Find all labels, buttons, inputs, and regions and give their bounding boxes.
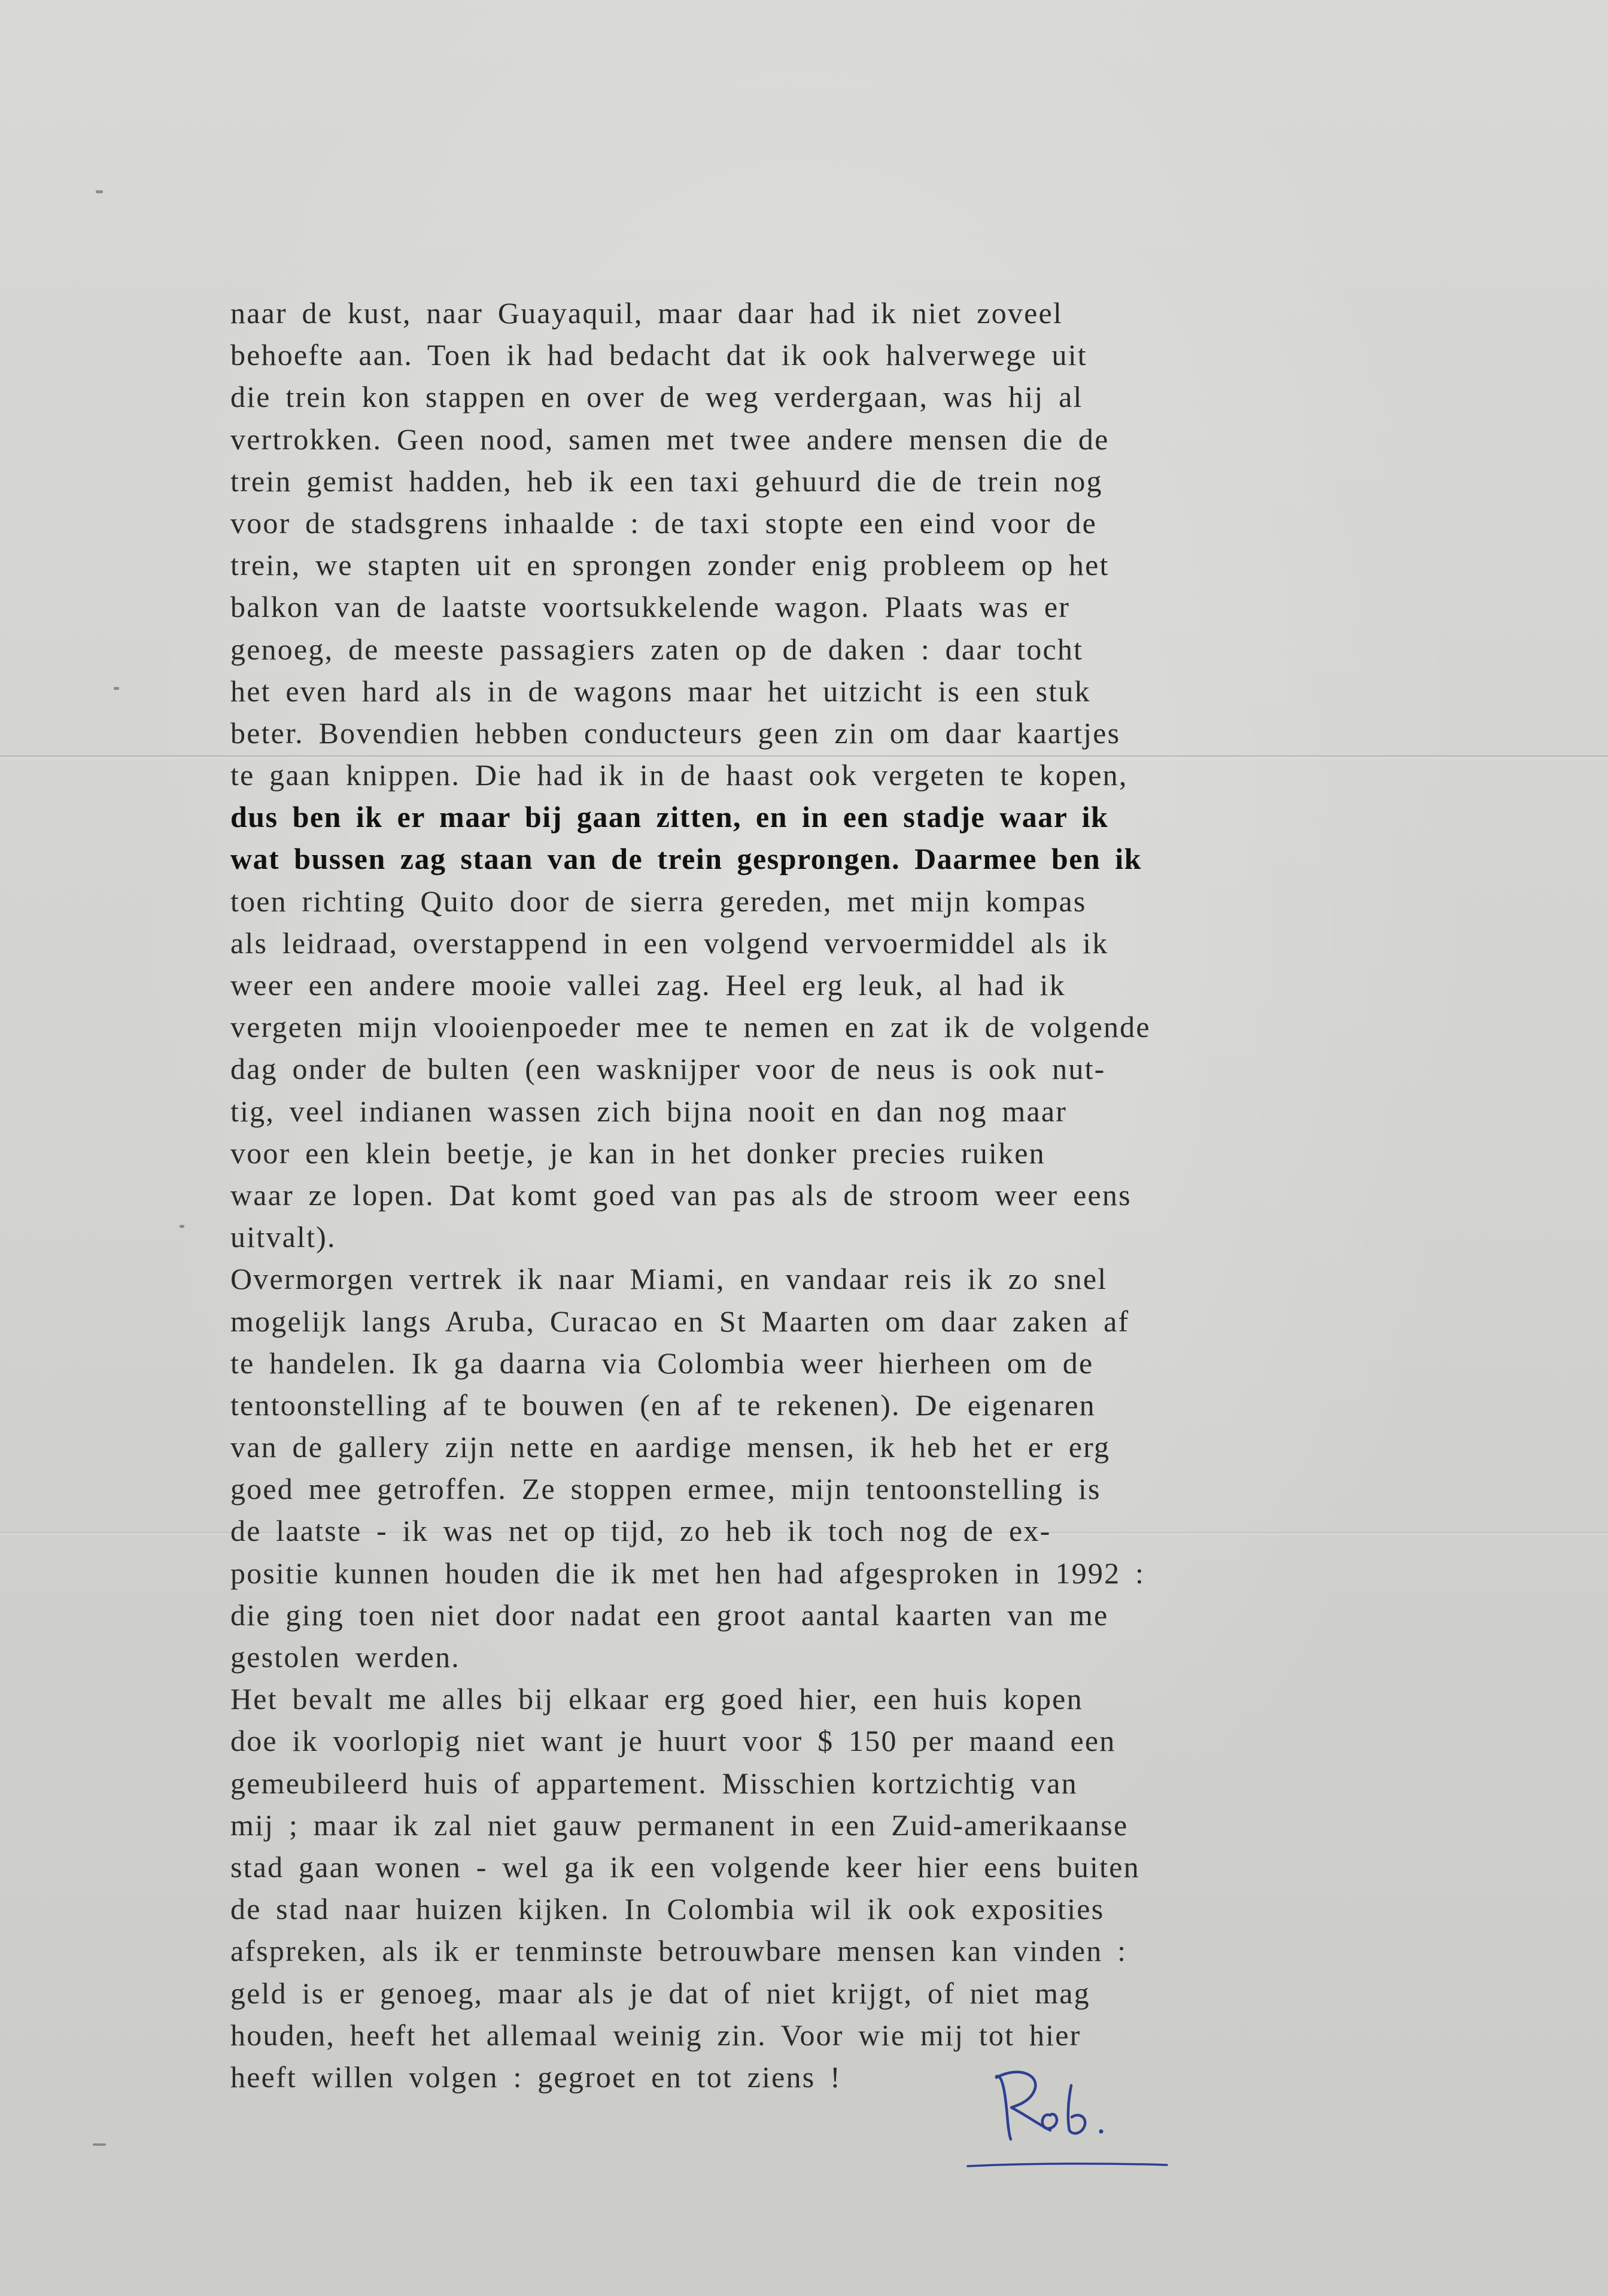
letter-line: trein, we stapten uit en sprongen zonder enig probleem op het <box>230 548 1110 582</box>
letter-line: Overmorgen vertrek ik naar Miami, en vandaar reis ik zo snel <box>230 1262 1108 1296</box>
paper-speck-mark <box>93 2143 106 2146</box>
letter-line: het even hard als in de wagons maar het uitzicht is een stuk <box>230 674 1091 708</box>
letter-line: dag onder de bulten (een wasknijper voor de neus is ook nut- <box>230 1052 1106 1086</box>
letter-line: wat bussen zag staan van de trein gesprongen. Daarmee ben ik <box>230 842 1142 876</box>
letter-line: te gaan knippen. Die had ik in de haast ook vergeten te kopen, <box>230 758 1128 792</box>
signature-underline <box>968 2164 1167 2166</box>
letter-line: waar ze lopen. Dat komt goed van pas als de stroom weer eens <box>230 1178 1132 1212</box>
letter-line: naar de kust, naar Guayaquil, maar daar had ik niet zoveel <box>230 296 1063 330</box>
letter-line: weer een andere mooie vallei zag. Heel erg leuk, al had ik <box>230 968 1066 1002</box>
paper-speck-mark <box>180 1225 184 1228</box>
letter-line: voor een klein beetje, je kan in het donker precies ruiken <box>230 1136 1045 1170</box>
letter-line: gestolen werden. <box>230 1640 460 1674</box>
letter-line: dus ben ik er maar bij gaan zitten, en in een stadje waar ik <box>230 800 1109 834</box>
letter-body <box>230 292 1427 2098</box>
signature-strokes <box>996 2072 1104 2139</box>
letter-line: trein gemist hadden, heb ik een taxi gehuurd die de trein nog <box>230 464 1103 498</box>
letter-line: vertrokken. Geen nood, samen met twee andere mensen die de <box>230 422 1110 456</box>
letter-line: toen richting Quito door de sierra gereden, met mijn kompas <box>230 884 1087 918</box>
letter-line: mogelijk langs Aruba, Curacao en St Maarten om daar zaken af <box>230 1304 1130 1338</box>
letter-line: tentoonstelling af te bouwen (en af te rekenen). De eigenaren <box>230 1388 1096 1422</box>
paper-speck-mark <box>114 687 119 690</box>
letter-line: de laatste - ik was net op tijd, zo heb ik toch nog de ex- <box>230 1514 1051 1548</box>
handwritten-signature <box>960 2058 1176 2178</box>
letter-line: geld is er genoeg, maar als je dat of niet krijgt, of niet mag <box>230 1976 1090 2010</box>
letter-line: die trein kon stappen en over de weg verdergaan, was hij al <box>230 380 1083 414</box>
signature-name-text: Rob. <box>960 2058 962 2059</box>
letter-line: tig, veel indianen wassen zich bijna nooit en dan nog maar <box>230 1094 1068 1128</box>
letter-line: behoefte aan. Toen ik had bedacht dat ik ook halverwege uit <box>230 338 1087 372</box>
letter-line: vergeten mijn vlooienpoeder mee te nemen en zat ik de volgende <box>230 1010 1151 1044</box>
letter-line: uitvalt). <box>230 1220 336 1254</box>
letter-line: gemeubileerd huis of appartement. Misschien kortzichtig van <box>230 1766 1078 1800</box>
letter-line: de stad naar huizen kijken. In Colombia wil ik ook exposities <box>230 1892 1105 1926</box>
letter-line: positie kunnen houden die ik met hen had afgesproken in 1992 : <box>230 1556 1145 1590</box>
letter-line: afspreken, als ik er tenminste betrouwbare mensen kan vinden : <box>230 1934 1127 1968</box>
letter-line: mij ; maar ik zal niet gauw permanent in een Zuid-amerikaanse <box>230 1808 1129 1842</box>
letter-line: Het bevalt me alles bij elkaar erg goed hier, een huis kopen <box>230 1682 1083 1716</box>
letter-line: doe ik voorlopig niet want je huurt voor $ 150 per maand een <box>230 1724 1116 1758</box>
letter-line: voor de stadsgrens inhaalde : de taxi stopte een eind voor de <box>230 506 1098 540</box>
letter-line: te handelen. Ik ga daarna via Colombia weer hierheen om de <box>230 1346 1094 1380</box>
letter-line: goed mee getroffen. Ze stoppen ermee, mijn tentoonstelling is <box>230 1472 1101 1506</box>
letter-line: houden, heeft het allemaal weinig zin. Voor wie mij tot hier <box>230 2018 1081 2052</box>
paper-speck-mark <box>96 190 103 193</box>
letter-line: balkon van de laatste voortsukkelende wagon. Plaats was er <box>230 590 1071 624</box>
letter-line: die ging toen niet door nadat een groot aantal kaarten van me <box>230 1598 1109 1632</box>
letter-line: stad gaan wonen - wel ga ik een volgende keer hier eens buiten <box>230 1850 1140 1884</box>
letter-line: beter. Bovendien hebben conducteurs geen zin om daar kaartjes <box>230 716 1121 750</box>
letter-line: van de gallery zijn nette en aardige mensen, ik heb het er erg <box>230 1430 1111 1464</box>
letter-line: heeft willen volgen : gegroet en tot ziens ! <box>230 2060 841 2094</box>
letter-line: genoeg, de meeste passagiers zaten op de daken : daar tocht <box>230 632 1084 666</box>
letter-line: als leidraad, overstappend in een volgend vervoermiddel als ik <box>230 926 1109 960</box>
